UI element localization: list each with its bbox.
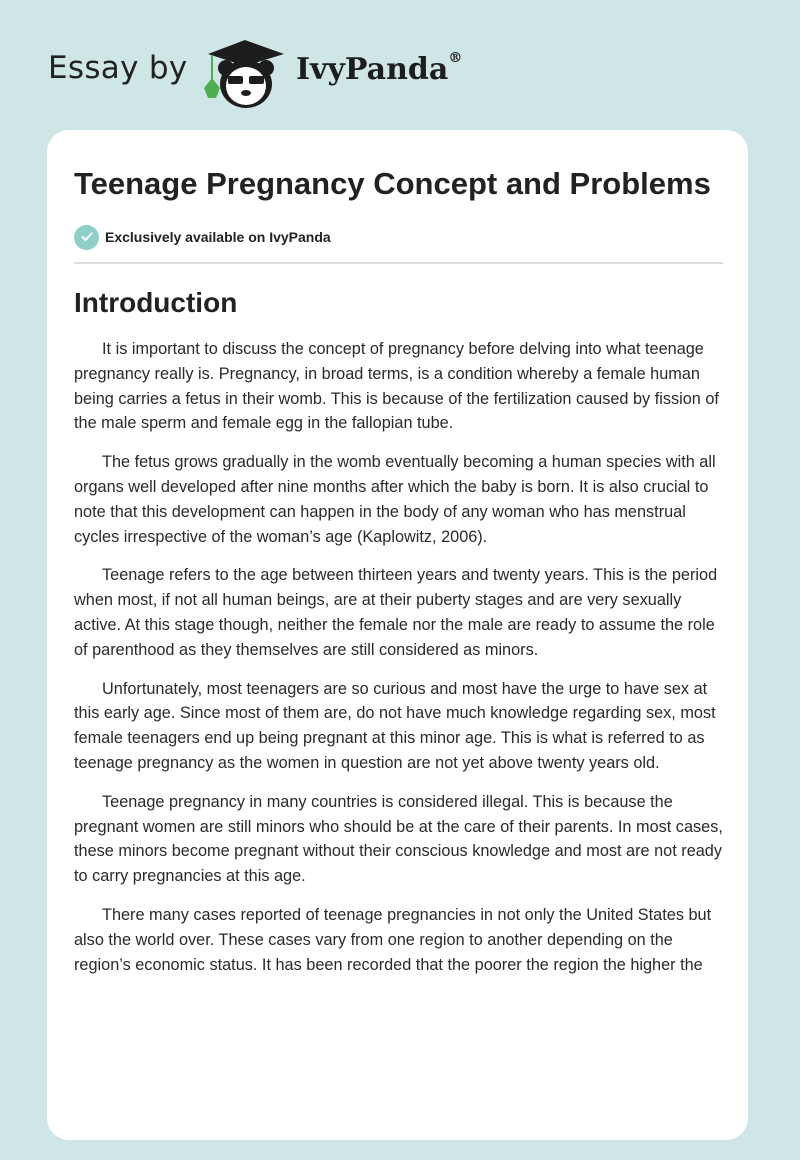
paragraph: Teenage refers to the age between thirteen years and twenty years. This is the period when most, if not all human beings, are at their puberty stages and are very sexually active. At this stage though, neither the female nor the male are ready to assume the role of parenthood as they themselves are still considered as minors. — [74, 566, 718, 659]
divider — [74, 262, 723, 264]
page-title: Teenage Pregnancy Concept and Problems — [74, 166, 711, 201]
brand-logo-text[interactable]: IvyPanda® — [296, 50, 463, 87]
panda-graduate-icon[interactable] — [200, 36, 290, 112]
badge-text: Exclusively available on IvyPanda — [105, 229, 331, 245]
essay-card — [47, 130, 748, 1140]
check-circle-icon — [74, 225, 99, 250]
section-heading: Introduction — [74, 287, 238, 318]
site-header — [0, 36, 800, 112]
exclusive-badge — [74, 224, 724, 250]
paragraph: Unfortunately, most teenagers are so curious and most have the urge to have sex at this early age. Since most of them are, do not have much knowledge regarding sex, most female teenagers end up being pregnant at this minor age. This is what is referred to as teenage pregnancy as the women in question are not yet above twenty years old. — [74, 679, 716, 772]
paragraph: There many cases reported of teenage pregnancies in not only the United States but also the world over. These cases vary from one region to another depending on the region’s economic status. It has been recorded that the poorer the region the higher the — [74, 905, 712, 974]
paragraph: The fetus grows gradually in the womb eventually becoming a human species with all organs well developed after nine months after which the baby is born. It is also crucial to note that this development can happen in the body of any woman who has menstrual cycles irrespective of the woman’s age (Kaplowitz, 2006). — [74, 453, 716, 546]
paragraph: It is important to discuss the concept of pregnancy before delving into what teenage pregnancy really is. Pregnancy, in broad terms, is a condition whereby a female human being carries a fetus in their womb. This is because of the fertilization caused by fission of the male sperm and female egg in the fallopian tube. — [74, 340, 719, 433]
paragraph: Teenage pregnancy in many countries is considered illegal. This is because the pregnant women are still minors who should be at the care of their parents. In most cases, these minors become pregnant without their conscious knowledge and most are not ready to carry pregnancies at this age. — [74, 792, 723, 886]
essay-by-label: Essay by — [48, 50, 188, 86]
